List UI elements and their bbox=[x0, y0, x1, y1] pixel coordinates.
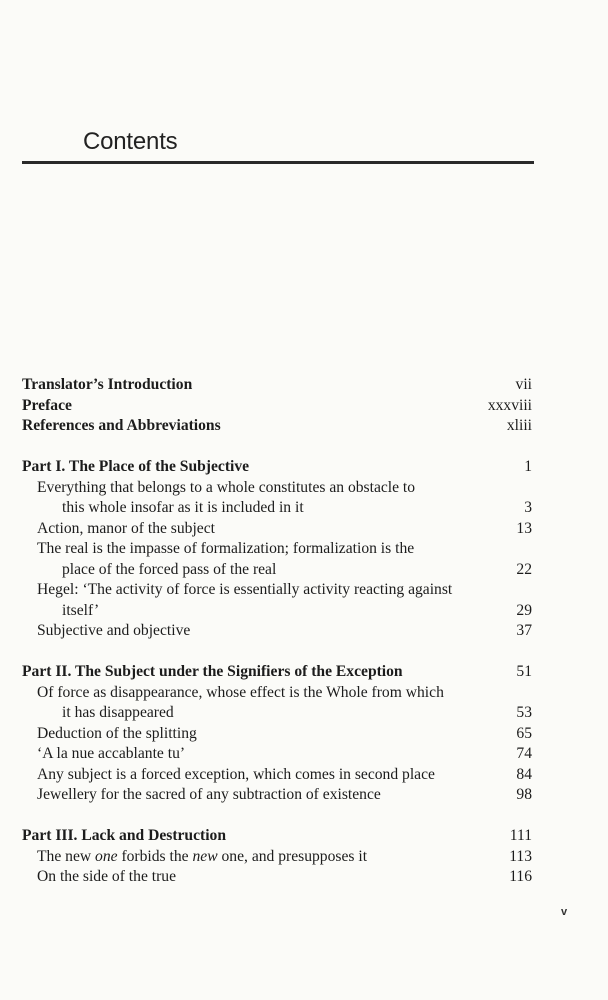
toc-label-line1: ‘A la nue accablante tu’ bbox=[37, 745, 186, 762]
page-title: Contents bbox=[83, 128, 178, 156]
toc-label-line2: this whole insofar as it is included in it bbox=[62, 499, 304, 516]
toc-label: References and Abbreviations bbox=[22, 417, 221, 434]
toc-label-line1: Everything that belongs to a whole constitutes an obstacle to bbox=[37, 478, 416, 496]
section-gap bbox=[22, 642, 532, 663]
toc-page-number: 116 bbox=[509, 868, 532, 885]
toc-label-line1: Action, manor of the subject bbox=[37, 519, 215, 537]
toc-page-number: 3 bbox=[524, 499, 532, 516]
toc-page-number: vii bbox=[515, 376, 532, 393]
toc-label-line1: Jewellery for the sacred of any subtraction of existence bbox=[37, 786, 381, 803]
toc-page-number: 1 bbox=[524, 458, 532, 475]
toc-page-number: 53 bbox=[516, 704, 532, 721]
toc-label-line2: itself’ bbox=[62, 601, 100, 619]
toc-entry[interactable] bbox=[22, 519, 532, 540]
toc-entry[interactable] bbox=[22, 785, 532, 806]
toc-page-number: 51 bbox=[516, 663, 532, 680]
toc-entry[interactable] bbox=[22, 867, 532, 888]
toc-label-mid: forbids the bbox=[117, 847, 193, 865]
toc-entry[interactable] bbox=[22, 847, 532, 868]
toc-page-number: 84 bbox=[516, 765, 532, 783]
toc-label-line1: The real is the impasse of formalization; formalization is the bbox=[37, 540, 415, 557]
toc-part-1[interactable] bbox=[22, 457, 532, 478]
toc-label-line1: On the side of the true bbox=[37, 868, 177, 885]
toc-label-pre: The new bbox=[37, 847, 96, 865]
toc-page-number: 37 bbox=[516, 622, 532, 639]
toc-part-3[interactable] bbox=[22, 826, 532, 847]
toc-page-number: 29 bbox=[516, 601, 532, 619]
toc-entry[interactable] bbox=[22, 724, 532, 745]
toc-entry[interactable] bbox=[22, 683, 532, 724]
toc-entry[interactable] bbox=[22, 478, 532, 519]
page-folio: v bbox=[561, 906, 568, 918]
toc-page-number: xxxviii bbox=[487, 396, 532, 414]
toc-label-line2: it has disappeared bbox=[62, 704, 174, 721]
table-of-contents bbox=[22, 375, 532, 888]
toc-part-title: Part I. The Place of the Subjective bbox=[22, 458, 250, 475]
section-gap bbox=[22, 806, 532, 827]
toc-label-line1: Of force as disappearance, whose effect is the Whole from which bbox=[37, 683, 444, 701]
toc-label: Translator’s Introduction bbox=[22, 376, 193, 393]
toc-page-number: 22 bbox=[516, 560, 532, 578]
toc-page-number: 113 bbox=[509, 847, 532, 865]
toc-entry[interactable] bbox=[22, 621, 532, 642]
toc-part-2[interactable] bbox=[22, 662, 532, 683]
toc-label-line1: Hegel: ‘The activity of force is essentially activity reacting against bbox=[37, 581, 453, 598]
toc-entry-preface[interactable] bbox=[22, 396, 532, 417]
toc-page-number: 111 bbox=[509, 827, 532, 844]
toc-entry[interactable] bbox=[22, 580, 532, 621]
toc-page-number: 98 bbox=[516, 786, 532, 803]
toc-page-number: 65 bbox=[516, 724, 532, 742]
section-gap bbox=[22, 437, 532, 458]
toc-label-emphasis: one bbox=[95, 847, 118, 865]
toc-page-number: xliii bbox=[506, 417, 532, 434]
toc-label-line1: Subjective and objective bbox=[37, 622, 191, 639]
toc-page-number: 13 bbox=[516, 519, 532, 537]
toc-entry[interactable] bbox=[22, 744, 532, 765]
toc-label-line1: Deduction of the splitting bbox=[37, 724, 197, 742]
toc-part-title: Part III. Lack and Destruction bbox=[22, 827, 227, 844]
title-rule bbox=[22, 161, 534, 164]
toc-entry-translators-introduction[interactable] bbox=[22, 375, 532, 396]
toc-page-number: 74 bbox=[516, 745, 532, 762]
toc-entry-references[interactable] bbox=[22, 416, 532, 437]
toc-label: Preface bbox=[22, 396, 72, 414]
toc-label-post: one, and presupposes it bbox=[217, 847, 368, 865]
toc-part-title: Part II. The Subject under the Signifiers of the Exception bbox=[22, 663, 403, 680]
toc-label-emphasis-2: new bbox=[192, 847, 218, 865]
toc-label-line2: place of the forced pass of the real bbox=[62, 560, 277, 578]
toc-label-line1: Any subject is a forced exception, which comes in second place bbox=[37, 765, 435, 783]
toc-entry[interactable] bbox=[22, 765, 532, 786]
toc-entry[interactable] bbox=[22, 539, 532, 580]
